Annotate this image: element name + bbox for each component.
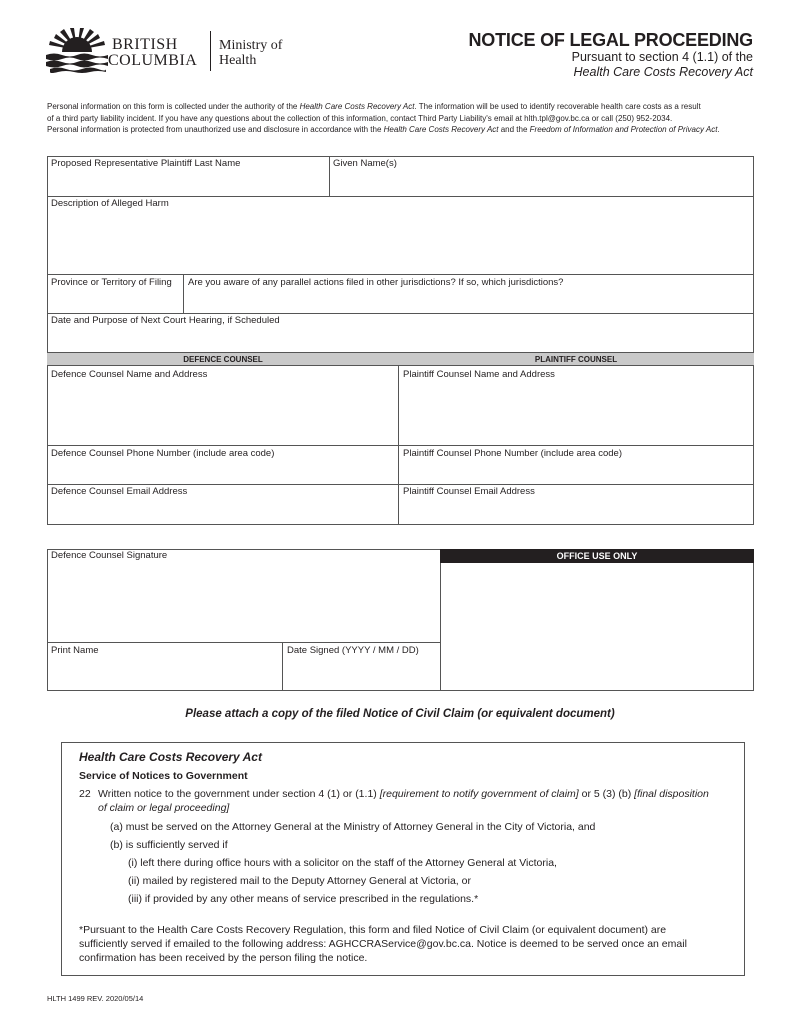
row-divider [47, 274, 754, 275]
clause-b: (b) is sufficiently served if [110, 839, 228, 851]
description-of-harm-field[interactable]: Description of Alleged Harm [51, 198, 169, 209]
sun-mountain-logo-icon [46, 28, 108, 74]
plaintiff-phone-field[interactable]: Plaintiff Counsel Phone Number (include area code) [403, 448, 622, 459]
parallel-actions-field[interactable]: Are you aware of any parallel actions filed in other jurisdictions? If so, which jurisdictions? [188, 277, 564, 288]
privacy-line-2: of a third party liability incident. If you have any questions about the collection of this information, contact Third Party Liability's email at hlth.tpl@gov.bc.ca or call (250) 952-2034. [47, 113, 673, 123]
section-title: Service of Notices to Government [79, 770, 248, 782]
document-subtitle-section: Pursuant to section 4 (1.1) of the [571, 50, 753, 64]
logo-columbia-text: COLUMBIA [108, 52, 198, 69]
logo-health-text: Health [219, 53, 257, 68]
column-divider [329, 156, 330, 196]
office-use-box [440, 549, 754, 691]
column-divider [398, 352, 399, 525]
subclause-ii: (ii) mailed by registered mail to the Deputy Attorney General at Victoria, or [128, 875, 471, 887]
section-22-number: 22 [79, 788, 91, 800]
bc-logo [46, 28, 296, 74]
next-hearing-field[interactable]: Date and Purpose of Next Court Hearing, if Scheduled [51, 315, 280, 326]
document-subtitle-act: Health Care Costs Recovery Act [573, 65, 753, 79]
plaintiff-email-field[interactable]: Plaintiff Counsel Email Address [403, 486, 535, 497]
privacy-line-3: Personal information is protected from unauthorized use and disclosure in accordance with the Health Care Costs Recovery Act and the Freedom of Information and Protection of Privacy Act. [47, 125, 720, 134]
print-name-field[interactable]: Print Name [51, 645, 99, 656]
claim-details-form [47, 156, 754, 525]
column-divider [282, 642, 283, 691]
attach-claim-note: Please attach a copy of the filed Notice of Civil Claim (or equivalent document) [185, 708, 615, 720]
subclause-iii: (iii) if provided by any other means of service prescribed in the regulations.* [128, 893, 479, 905]
section-22-text-cont: of claim or legal proceeding] [98, 802, 230, 814]
regulation-note-line-3: confirmation has been received by the person filing the notice. [79, 952, 368, 964]
row-divider [47, 196, 754, 197]
office-use-header: OFFICE USE ONLY [440, 549, 754, 563]
subclause-i: (i) left there during office hours with a solicitor on the staff of the Attorney General at Victoria, [128, 857, 557, 869]
defence-phone-field[interactable]: Defence Counsel Phone Number (include area code) [51, 448, 275, 459]
defence-counsel-header: DEFENCE COUNSEL [47, 352, 399, 366]
form-code: HLTH 1499 REV. 2020/05/14 [47, 994, 144, 1003]
act-title: Health Care Costs Recovery Act [79, 750, 262, 764]
regulation-note-line-2: sufficiently served if emailed to the following address: AGHCCRAService@gov.bc.ca. Notice is deemed to be served once an email [79, 938, 687, 950]
clause-a: (a) must be served on the Attorney General at the Ministry of Attorney General in the City of Victoria, and [110, 821, 596, 833]
defence-name-address-field[interactable]: Defence Counsel Name and Address [51, 369, 208, 380]
logo-british-text: BRITISH [112, 36, 178, 53]
logo-ministry-text: Ministry of [219, 38, 283, 53]
row-divider [47, 313, 754, 314]
logo-divider [210, 31, 211, 71]
defence-email-field[interactable]: Defence Counsel Email Address [51, 486, 188, 497]
given-names-field[interactable]: Given Name(s) [333, 158, 397, 169]
defence-signature-field[interactable]: Defence Counsel Signature [51, 550, 168, 561]
legal-reference-box [61, 742, 745, 976]
row-divider [47, 445, 754, 446]
plaintiff-name-address-field[interactable]: Plaintiff Counsel Name and Address [403, 369, 555, 380]
row-divider [47, 484, 754, 485]
column-divider [183, 274, 184, 313]
plaintiff-counsel-header: PLAINTIFF COUNSEL [398, 352, 754, 366]
province-of-filing-field[interactable]: Province or Territory of Filing [51, 277, 172, 288]
row-divider [47, 642, 441, 643]
date-signed-field[interactable]: Date Signed (YYYY / MM / DD) [287, 645, 419, 656]
regulation-note-line-1: *Pursuant to the Health Care Costs Recovery Regulation, this form and filed Notice of Civil Claim (or equivalent document) are [79, 924, 667, 936]
privacy-notice [47, 101, 755, 136]
privacy-line-1: Personal information on this form is collected under the authority of the Health Care Costs Recovery Act. The information will be used to identify recoverable health care costs as a result [47, 102, 701, 111]
section-22-text: Written notice to the government under section 4 (1) or (1.1) [requirement to notify government of claim] or 5 (3) (b) [final disposition [98, 788, 709, 800]
signature-form [47, 549, 441, 691]
document-title: NOTICE OF LEGAL PROCEEDING [468, 30, 753, 50]
plaintiff-last-name-field[interactable]: Proposed Representative Plaintiff Last Name [51, 158, 241, 169]
